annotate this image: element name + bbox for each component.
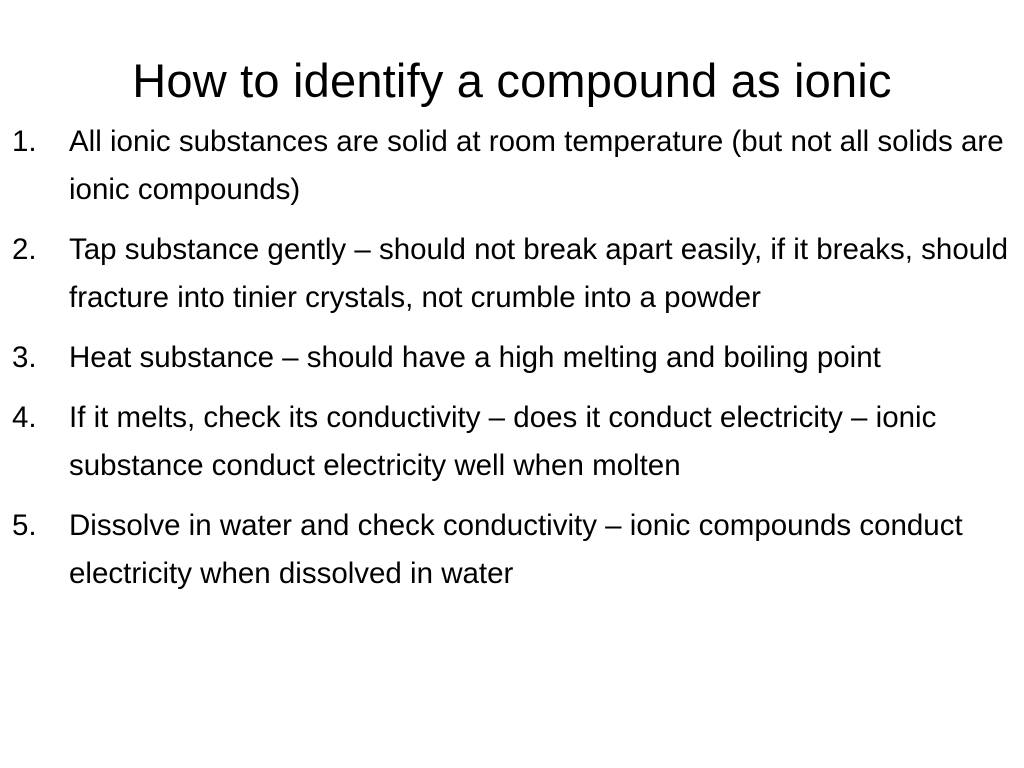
list-item-number: 4. [12,401,37,434]
list-item [12,502,1012,598]
list-item-text: If it melts, check its conductivity – does it conduct electricity – ionic substance conduct electricity well when molten [69,401,937,482]
list-item [12,118,1012,214]
list-item-number: 2. [12,233,37,266]
numbered-list [12,118,1012,610]
list-item [12,226,1012,322]
list-item-text: Tap substance gently – should not break apart easily, if it breaks, should fracture into tinier crystals, not crumble into a powder [69,233,1009,314]
list-item [12,334,1012,382]
list-item-number: 3. [12,341,37,374]
list-item [12,394,1012,490]
list-item-number: 1. [12,125,37,158]
list-item-text: All ionic substances are solid at room temperature (but not all solids are ionic compounds) [69,125,1004,206]
list-item-text: Heat substance – should have a high melting and boiling point [69,341,881,374]
list-item-text: Dissolve in water and check conductivity – ionic compounds conduct electricity when dissolved in water [69,509,963,590]
slide-title: How to identify a compound as ionic [132,54,892,107]
list-item-number: 5. [12,509,37,542]
